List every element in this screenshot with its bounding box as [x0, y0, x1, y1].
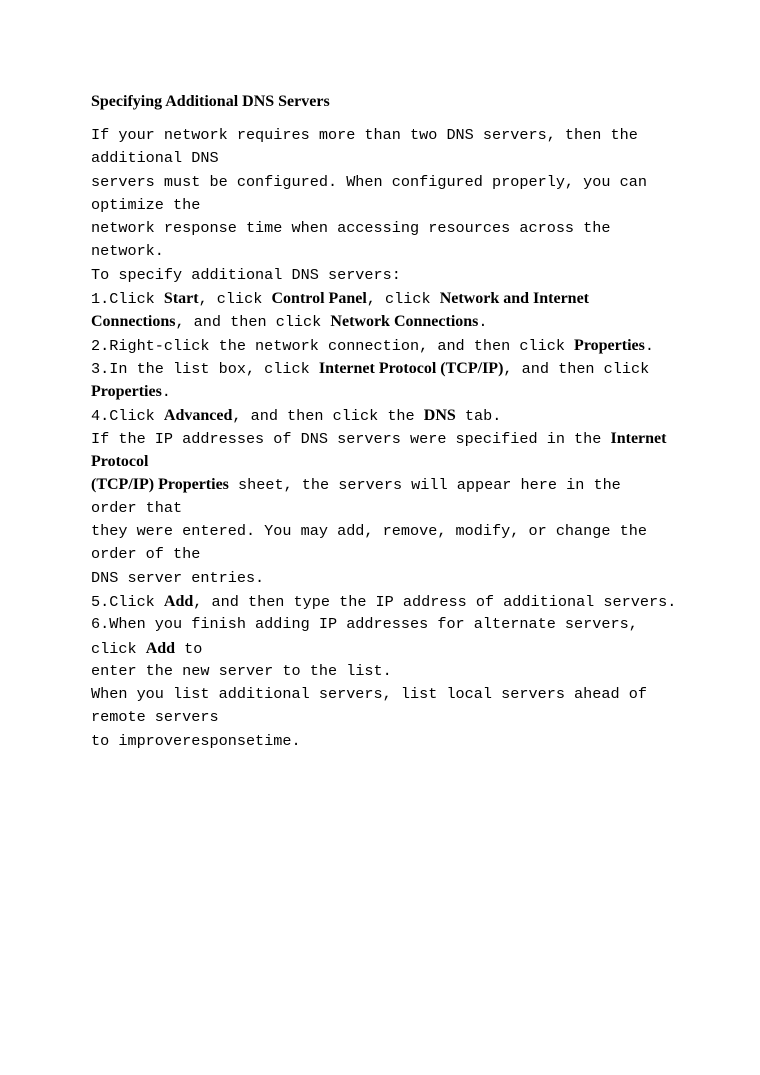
bold-term: Connections	[91, 313, 176, 331]
text-run: optimize the	[91, 195, 201, 214]
text-run: , and then type the IP address of additional servers.	[193, 592, 677, 611]
document-page	[91, 88, 701, 753]
bold-term: Advanced	[163, 406, 233, 424]
text-run: .	[161, 383, 171, 402]
text-run: order of the	[91, 545, 201, 564]
text-run: network response time when accessing resources across the	[91, 219, 611, 238]
text-run: sheet, the servers will appear here in the	[228, 476, 621, 495]
body-line	[91, 240, 701, 263]
body-line	[91, 683, 701, 706]
body-line	[91, 147, 701, 170]
text-run: , click	[198, 290, 272, 309]
bold-term: Network and Internet	[439, 290, 590, 308]
body-line	[91, 427, 701, 450]
text-run: .	[478, 313, 488, 332]
bold-term: Start	[163, 290, 199, 308]
text-run: 4.Click	[91, 406, 164, 425]
text-run: To specify additional DNS servers:	[91, 265, 401, 284]
text-run: 2.Right-click the network connection, and then click	[91, 336, 575, 355]
text-run: additional DNS	[91, 149, 219, 168]
bold-term: Add	[163, 592, 194, 610]
text-run: order that	[91, 498, 183, 517]
bold-term: Protocol	[91, 453, 149, 471]
bold-term: Internet	[610, 429, 667, 447]
bold-term: Properties	[574, 336, 645, 354]
body-line	[91, 310, 701, 333]
text-run: tab.	[455, 406, 502, 425]
body-line	[91, 706, 701, 729]
text-run: If the IP addresses of DNS servers were specified in the	[91, 429, 611, 448]
document-body	[91, 124, 701, 753]
text-run: , click	[366, 290, 440, 309]
body-line	[91, 287, 701, 310]
body-line	[91, 171, 701, 194]
bold-term: DNS	[423, 406, 456, 424]
text-run: they were entered. You may add, remove, modify, or change the	[91, 522, 647, 541]
text-run: to	[175, 639, 203, 658]
text-run: 5.Click	[91, 592, 164, 611]
text-run: 6.When you finish adding IP addresses for alternate servers,	[91, 615, 638, 634]
body-line	[91, 473, 701, 496]
bold-term: Add	[145, 639, 176, 657]
bold-term: Control Panel	[271, 290, 367, 308]
bold-term: (TCP/IP) Properties	[91, 476, 229, 494]
text-run: click	[91, 639, 146, 658]
body-line	[91, 730, 701, 753]
body-line	[91, 637, 701, 660]
text-run: servers must be configured. When configured properly, you can	[91, 172, 647, 191]
text-run: remote servers	[91, 708, 219, 727]
body-line	[91, 613, 701, 636]
text-run: , and then click	[503, 359, 650, 378]
body-line	[91, 334, 701, 357]
body-line	[91, 497, 701, 520]
body-line	[91, 264, 701, 287]
text-run: If your network requires more than two DNS servers, then the	[91, 126, 638, 144]
text-run: , and then click	[175, 313, 331, 332]
body-line	[91, 194, 701, 217]
body-line	[91, 543, 701, 566]
body-line	[91, 124, 701, 147]
bold-term: Network Connections	[330, 313, 479, 331]
body-line	[91, 660, 701, 683]
body-line	[91, 357, 701, 380]
body-line	[91, 590, 701, 613]
text-run: .	[644, 336, 654, 355]
body-line	[91, 217, 701, 240]
text-run: enter the new server to the list.	[91, 661, 392, 680]
text-run: to improveresponsetime.	[91, 731, 301, 750]
body-line	[91, 450, 701, 473]
body-line	[91, 380, 701, 403]
body-line	[91, 567, 701, 590]
text-run: 1.Click	[91, 290, 164, 309]
body-line	[91, 520, 701, 543]
document-title: Specifying Additional DNS Servers	[91, 93, 330, 110]
text-run: 3.In the list box, click	[91, 359, 319, 378]
bold-term: Internet Protocol (TCP/IP)	[318, 359, 504, 377]
text-run: network.	[91, 242, 164, 261]
text-run: DNS server entries.	[91, 568, 265, 587]
bold-term: Properties	[91, 383, 162, 401]
text-run: When you list additional servers, list local servers ahead of	[91, 685, 647, 704]
text-run: , and then click the	[232, 406, 424, 425]
body-line	[91, 404, 701, 427]
